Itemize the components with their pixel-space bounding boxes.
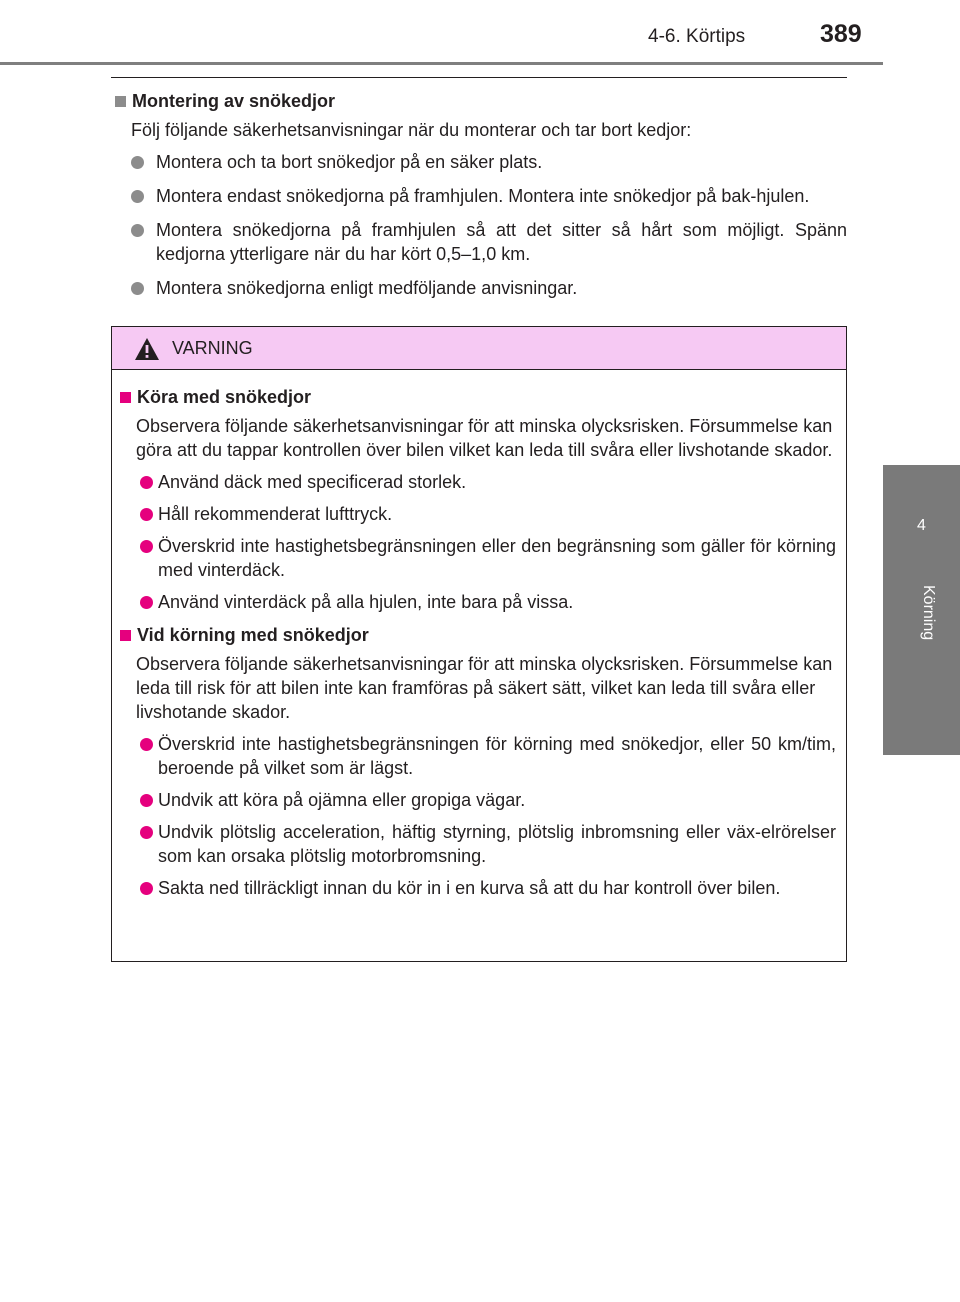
list-item: Montera snökedjorna enligt medföljande anvisningar.	[111, 276, 847, 300]
list-item: Håll rekommenderat lufttryck.	[116, 502, 836, 526]
list-item: Montera och ta bort snökedjor på en säker plats.	[111, 150, 847, 174]
list-item: Sakta ned tillräckligt innan du kör in i en kurva så att du har kontroll över bilen.	[116, 876, 836, 900]
page-header	[0, 0, 883, 65]
list-item: Undvik plötslig acceleration, häftig styrning, plötslig inbromsning eller väx-elrörelser som kan orsaka plötslig motorbromsning.	[116, 820, 836, 868]
top-divider	[111, 77, 847, 78]
warning-triangle-icon	[134, 337, 160, 361]
list-item: Använd däck med specificerad storlek.	[116, 470, 836, 494]
warning-body	[112, 370, 846, 900]
list-item: Överskrid inte hastighetsbegränsningen eller den begränsning som gäller för körning med vinterdäck.	[116, 534, 836, 582]
bullet-dot-icon	[140, 882, 153, 895]
list-item: Undvik att köra på ojämna eller gropiga vägar.	[116, 788, 836, 812]
warning-section-intro: Observera följande säkerhetsanvisningar för att minska olycksrisken. Försummelse kan göra att du tappar kontrollen över bilen vilket kan leda till svåra eller livshotande skador.	[136, 416, 833, 460]
bullet-dot-icon	[140, 596, 153, 609]
warning-bullet-list	[116, 470, 836, 614]
section-heading	[111, 88, 847, 114]
section-heading-text: Montering av snökedjor	[132, 91, 336, 111]
bullet-dot-icon	[140, 476, 153, 489]
page-number: 389	[820, 20, 862, 48]
warning-box	[111, 326, 847, 962]
warning-section-intro: Observera följande säkerhetsanvisningar för att minska olycksrisken. Försummelse kan leda till risk för att bilen inte kan framföras på säkert sätt, vilket kan leda till svåra eller livshotande skador.	[136, 654, 833, 722]
list-item: Använd vinterdäck på alla hjulen, inte bara på vissa.	[116, 590, 836, 614]
warning-section-heading: Köra med snökedjor	[116, 384, 836, 410]
bullet-list	[111, 150, 847, 300]
chapter-label: Körning	[920, 585, 937, 641]
square-bullet-icon	[115, 96, 126, 107]
bullet-dot-icon	[140, 794, 153, 807]
warning-title: VARNING	[172, 338, 253, 358]
section-intro: Följ följande säkerhetsanvisningar när du monterar och tar bort kedjor:	[131, 120, 692, 140]
section-title: 4-6. Körtips	[648, 26, 746, 47]
list-item: Montera endast snökedjorna på framhjulen. Montera inte snökedjor på bak-hjulen.	[111, 184, 847, 208]
bullet-dot-icon	[140, 826, 153, 839]
bullet-dot-icon	[131, 224, 144, 237]
chapter-number: 4	[917, 517, 926, 534]
warning-header	[112, 327, 846, 370]
bullet-dot-icon	[131, 190, 144, 203]
list-item: Montera snökedjorna på framhjulen så att det sitter så hårt som möjligt. Spänn kedjorna ytterligare när du har kört 0,5–1,0 km.	[111, 218, 847, 266]
bullet-dot-icon	[140, 508, 153, 521]
square-bullet-icon	[120, 630, 131, 641]
bullet-dot-icon	[131, 156, 144, 169]
square-bullet-icon	[120, 392, 131, 403]
warning-bullet-list	[116, 732, 836, 900]
warning-section-heading: Vid körning med snökedjor	[116, 622, 836, 648]
bullet-dot-icon	[131, 282, 144, 295]
chapter-side-tab	[883, 465, 960, 755]
bullet-dot-icon	[140, 540, 153, 553]
list-item: Överskrid inte hastighetsbegränsningen för körning med snökedjor, eller 50 km/tim, beroende på vilket som är lägst.	[116, 732, 836, 780]
bullet-dot-icon	[140, 738, 153, 751]
main-content	[111, 88, 847, 310]
